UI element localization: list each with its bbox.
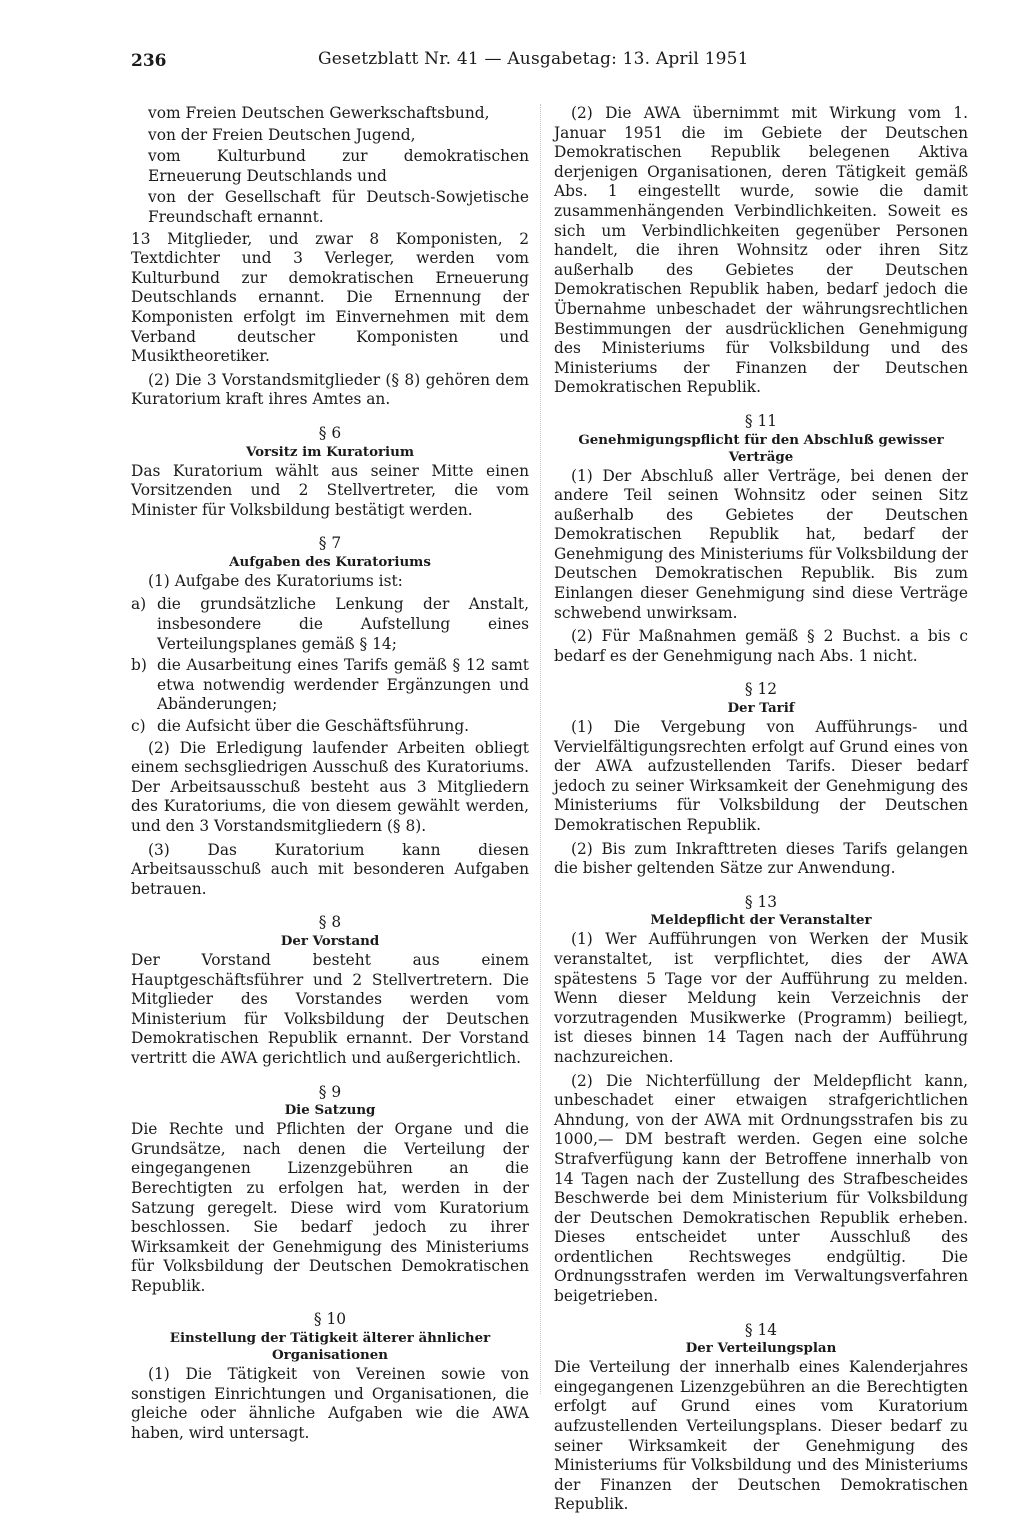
section-number: § 10 — [313, 1310, 347, 1329]
paragraph: Die Verteilung der innerhalb eines Kalenderjahres eingegangenen Lizenzgebühren an die Berechtigten erfolgt auf Grund eines vom Kuratorium aufzustellenden Verteilungsplans. Dieser bedarf zu seiner Wirksamkeit der Genehmigung des Ministeriums für Volksbildung und des Ministeriums der Finanzen der Deutschen Demokratischen Republik. — [554, 1358, 968, 1514]
member-item: von der Gesellschaft für Deutsch-Sowjetische Freundschaft ernannt. — [148, 188, 529, 226]
member-item: von der Freien Deutschen Jugend, — [148, 125, 416, 144]
section-number: § 6 — [318, 423, 342, 442]
section-number: § 13 — [744, 892, 778, 911]
section-title: Die Satzung — [284, 1102, 376, 1119]
paragraph: Die Rechte und Pflichten der Organe und die Grundsätze, nach denen die Verteilung der eingegangenen Lizenzgebühren an die Berechtigten zu erfolgen hat, werden in der Satzung geregelt. Diese wird vom Kuratorium beschlossen. Sie bedarf jedoch zu ihrer Wirksamkeit der Genehmigung des Ministeriums für Volksbildung der Deutschen Demokratischen Republik. — [131, 1120, 529, 1295]
section-title: Aufgaben des Kuratoriums — [229, 553, 431, 570]
paragraph: (2) Bis zum Inkrafttreten dieses Tarifs gelangen die bisher geltenden Sätze zur Anwendung. — [554, 839, 968, 878]
paragraph: 13 Mitglieder, und zwar 8 Komponisten, 2 Textdichter und 3 Verleger, werden vom Kulturbund zur demokratischen Erneuerung Deutschlands ernannt. Die Ernennung der Komponisten erfolgt im Einvernehmen mit dem Verband deutscher Komponisten und Musiktheoretiker. — [131, 229, 529, 366]
right-column — [554, 104, 968, 1519]
paragraph: (1) Die Tätigkeit von Vereinen sowie von sonstigen Einrichtungen und Organisationen, die gleiche oder ähnliche Aufgaben wie die AWA haben, wird untersagt. — [131, 1365, 529, 1442]
list-text: die Aufsicht über die Geschäftsführung. — [157, 717, 470, 736]
paragraph: (1) Die Vergebung von Aufführungs- und Vervielfältigungsrechten erfolgt auf Grund eines von der AWA aufzustellenden Tarifs. Dieser bedarf jedoch zu seiner Wirksamkeit der Genehmigung des Ministeriums für Volksbildung der Deutschen Demokratischen Republik. — [554, 718, 968, 834]
member-item: vom Freien Deutschen Gewerkschaftsbund, — [148, 104, 490, 122]
page-number: 236 — [131, 51, 167, 71]
section-number: § 11 — [744, 411, 778, 430]
paragraph: (2) Die 3 Vorstandsmitglieder (§ 8) gehören dem Kuratorium kraft ihres Amtes an. — [131, 370, 529, 409]
list-item — [131, 595, 529, 654]
list-item — [131, 717, 529, 737]
section-title: Der Vorstand — [280, 932, 380, 949]
paragraph: (2) Die Erledigung laufender Arbeiten obliegt einem sechsgliedrigen Ausschuß des Kuratoriums. Der Arbeitsausschuß besteht aus 3 Mitgliedern des Kuratoriums, die von diesem gewählt werden, und den 3 Vorstandsmitgliedern (§ 8). — [131, 738, 529, 835]
section-number: § 12 — [744, 680, 778, 699]
section-title: Meldepflicht der Veranstalter — [650, 912, 872, 929]
section-number: § 9 — [318, 1082, 342, 1101]
section-title: Der Tarif — [727, 700, 795, 717]
list-label: a) — [131, 595, 147, 614]
paragraph: (2) Für Maßnahmen gemäß § 2 Buchst. a bis c bedarf es der Genehmigung nach Abs. 1 nicht. — [554, 627, 968, 665]
paragraph: (2) Die AWA übernimmt mit Wirkung vom 1. Januar 1951 die im Gebiete der Deutschen Demokratischen Republik belegenen Aktiva derjenigen Organisationen, deren Tätigkeit gemäß Abs. 1 eingestellt wurde, sowie die damit zusammenhängenden Verbindlichkeiten. Soweit es sich um Verbindlichkeiten gegenüber Personen handelt, die ihren Wohnsitz oder ihren Sitz außerhalb des Gebietes der Deutschen Demokratischen Republik haben, bedarf jedoch die Übernahme unbeschadet der währungsrechtlichen Bestimmungen der ausdrücklichen Genehmigung des Ministeriums für Volksbildung und des Ministeriums der Finanzen der Deutschen Demokratischen Republik. — [554, 104, 968, 397]
section-title: Der Verteilungsplan — [685, 1340, 837, 1357]
section-title: Vorsitz im Kuratorium — [245, 443, 415, 460]
section-title: Genehmigungspflicht für den Abschluß gewisser Verträge — [578, 431, 944, 465]
paragraph: (1) Wer Aufführungen von Werken der Musik veranstaltet, ist verpflichtet, dies der AWA spätestens 5 Tage vor der Aufführung zu melden. Wenn dieser Meldung kein Verzeichnis der vorzutragenden Musikwerke (Programm) beiliegt, ist dieses binnen 14 Tagen nach der Aufführung nachzureichen. — [554, 930, 968, 1066]
section-title: Einstellung der Tätigkeit älterer ähnlicher Organisationen — [169, 1330, 491, 1364]
left-column — [131, 104, 529, 1447]
paragraph: Der Vorstand besteht aus einem Hauptgeschäftsführer und 2 Stellvertretern. Die Mitglieder des Vorstandes werden vom Ministerium für Volksbildung der Deutschen Demokratischen Republik ernannt. Der Vorstand vertritt die AWA gerichtlich und außergerichtlich. — [131, 950, 529, 1067]
paragraph: Das Kuratorium wählt aus seiner Mitte einen Vorsitzenden und 2 Stellvertreter, die vom Minister für Volksbildung bestätigt werden. — [131, 461, 529, 519]
column-divider — [540, 104, 542, 1394]
paragraph: (1) Aufgabe des Kuratoriums ist: — [148, 571, 403, 590]
paragraph: (3) Das Kuratorium kann diesen Arbeitsausschuß auch mit besonderen Aufgaben betrauen. — [131, 840, 529, 898]
section-number: § 7 — [318, 534, 342, 553]
section-number: § 8 — [318, 913, 342, 932]
section-number: § 14 — [744, 1320, 778, 1339]
member-item: vom Kulturbund zur demokratischen Erneuerung Deutschlands und — [148, 147, 529, 185]
list-label: b) — [131, 656, 147, 675]
member-list — [131, 104, 529, 228]
list-label: c) — [131, 717, 146, 736]
page-header-title: Gesetzblatt Nr. 41 — Ausgabetag: 13. April 1951 — [318, 49, 749, 69]
paragraph: (1) Der Abschluß aller Verträge, bei denen der andere Teil seinen Wohnsitz oder seinen Sitz außerhalb des Gebietes der Deutschen Demokratischen Republik hat, bedarf der Genehmigung des Ministeriums für Volksbildung der Deutschen Demokratischen Republik. Bis zum Einlangen dieser Genehmigung sind diese Verträge schwebend unwirksam. — [554, 466, 968, 622]
list-text: die grundsätzliche Lenkung der Anstalt, insbesondere die Aufstellung eines Verteilungsplanes gemäß § 14; — [157, 595, 529, 653]
list-text: die Ausarbeitung eines Tarifs gemäß § 12 samt etwa notwendig werdender Ergänzungen und Abänderungen; — [157, 656, 529, 714]
list-item — [131, 656, 529, 715]
paragraph: (2) Die Nichterfüllung der Meldepflicht kann, unbeschadet einer etwaigen strafgerichtlichen Ahndung, von der AWA mit Ordnungsstrafen bis zu 1000,— DM bestraft werden. Gegen eine solche Strafverfügung kann der Betroffene innerhalb von 14 Tagen nach der Zustellung des Strafbescheides Beschwerde bei dem Ministerium für Volksbildung der Deutschen Demokratischen Republik erheben. Dieses entscheidet unter Ausschluß des ordentlichen Rechtsweges endgültig. Die Ordnungsstrafen werden im Verwaltungsverfahren beigetrieben. — [554, 1071, 968, 1306]
